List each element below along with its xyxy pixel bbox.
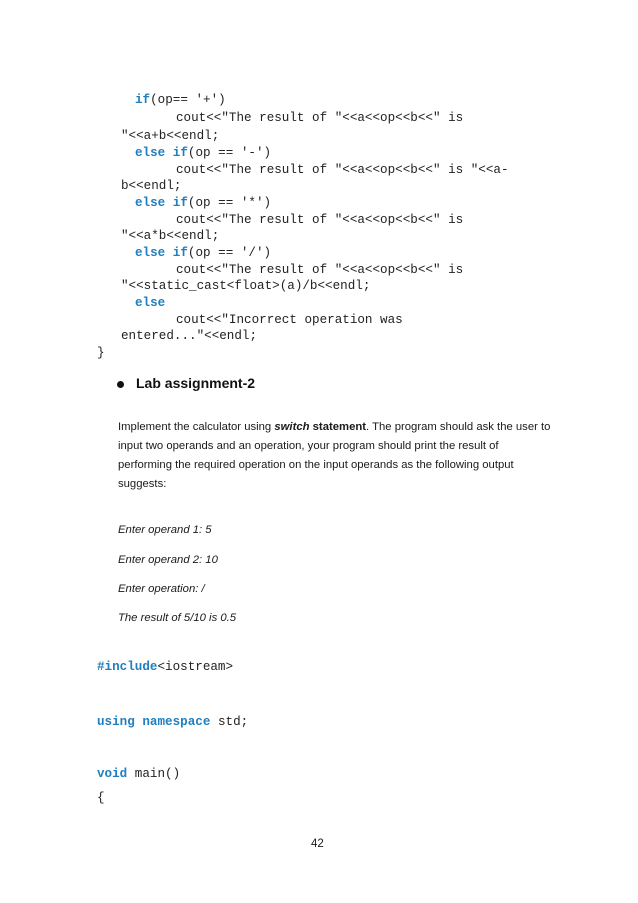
paragraph-line	[118, 419, 550, 435]
code-line: "<<a*b<<endl;	[121, 229, 220, 243]
sample-output-line: The result of 5/10 is 0.5	[118, 612, 237, 624]
code-line: "<<a+b<<endl;	[121, 129, 220, 143]
code-text: <iostream>	[157, 660, 234, 674]
emphasis-switch: switch	[274, 421, 310, 433]
code-line: entered..."<<endl;	[121, 329, 258, 343]
code-line: {	[97, 791, 105, 805]
code-keyword: else	[135, 296, 166, 310]
page-number: 42	[311, 838, 324, 850]
code-line: }	[97, 346, 105, 360]
code-line: cout<<"The result of "<<a<<op<<b<<" is "<<a-	[176, 163, 509, 177]
sample-output-line: Enter operation: /	[118, 583, 205, 595]
code-keyword: namespace	[142, 715, 211, 729]
paragraph-text: . The program should ask the user to	[366, 421, 551, 433]
code-keyword: if	[135, 93, 151, 107]
code-keyword: #include	[97, 660, 158, 674]
paragraph-line: input two operands and an operation, your program should print the result of	[118, 440, 499, 452]
code-text: (op == '/')	[187, 246, 272, 260]
code-keyword: else	[135, 146, 166, 160]
code-line	[97, 714, 248, 730]
code-keyword: void	[97, 767, 128, 781]
code-line	[135, 295, 165, 311]
code-text: (op == '*')	[187, 196, 272, 210]
code-line	[97, 766, 180, 782]
code-line: b<<endl;	[121, 179, 182, 193]
sample-output-line: Enter operand 2: 10	[118, 554, 218, 566]
code-text: main()	[127, 767, 181, 781]
paragraph-line: suggests:	[118, 478, 167, 490]
bullet-icon	[117, 381, 124, 388]
code-keyword: if	[172, 196, 188, 210]
code-line	[97, 659, 233, 675]
code-line	[135, 92, 226, 108]
emphasis-statement: statement	[309, 421, 367, 433]
paragraph-text: Implement the calculator using	[118, 421, 275, 433]
code-line: "<<static_cast<float>(a)/b<<endl;	[121, 279, 371, 293]
code-keyword: else	[135, 196, 166, 210]
code-keyword: if	[172, 246, 188, 260]
code-line	[135, 245, 271, 261]
code-line	[135, 195, 271, 211]
sample-output-line: Enter operand 1: 5	[118, 524, 212, 536]
code-line: cout<<"The result of "<<a<<op<<b<<" is	[176, 213, 464, 227]
code-line	[135, 145, 271, 161]
paragraph-line: performing the required operation on the input operands as the following output	[118, 459, 514, 471]
code-keyword: else	[135, 246, 166, 260]
code-line: cout<<"Incorrect operation was	[176, 313, 403, 327]
code-line: cout<<"The result of "<<a<<op<<b<<" is	[176, 111, 464, 125]
section-heading: Lab assignment-2	[136, 375, 256, 391]
code-keyword: using	[97, 715, 135, 729]
code-keyword: if	[172, 146, 188, 160]
code-line: cout<<"The result of "<<a<<op<<b<<" is	[176, 263, 464, 277]
code-text: (op == '-')	[187, 146, 272, 160]
code-text: (op== '+')	[150, 93, 226, 107]
code-text: std;	[210, 715, 249, 729]
